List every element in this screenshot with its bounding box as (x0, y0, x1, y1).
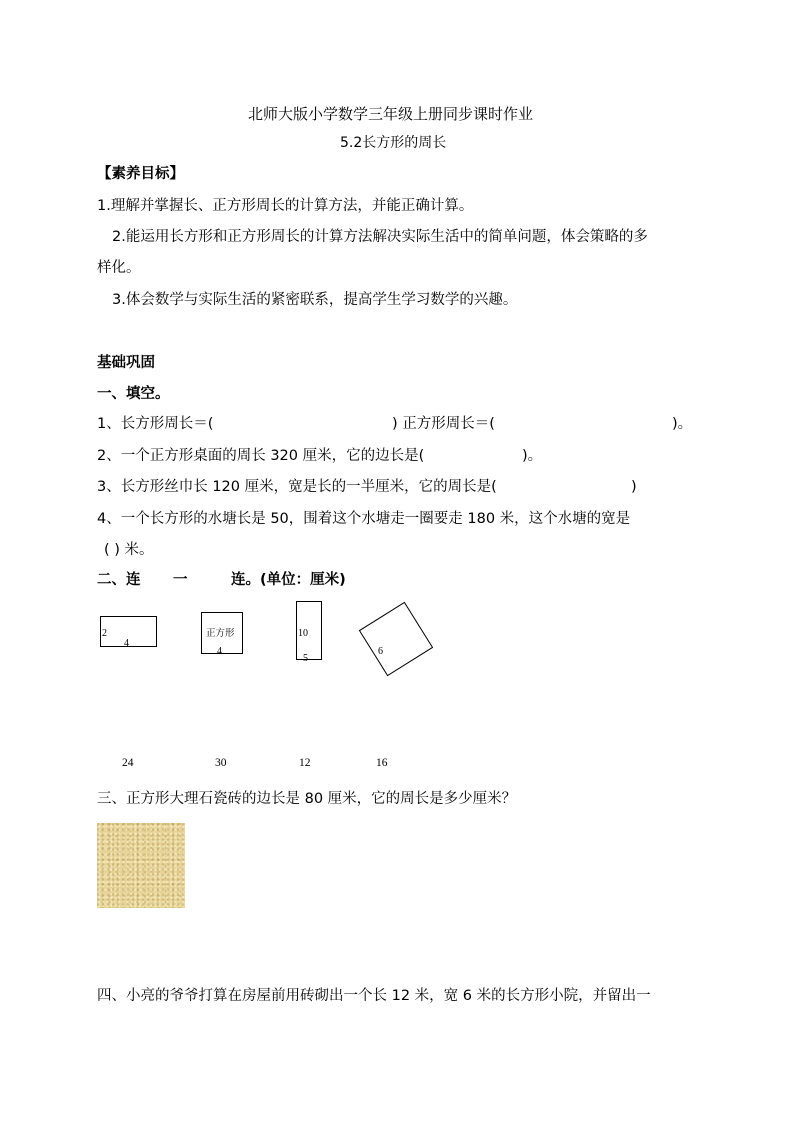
part4-question: 四、小亮的爷爷打算在房屋前用砖砌出一个长 12 米，宽 6 米的长方形小院，并留出一 (97, 988, 651, 1004)
part2-heading-c: 连。(单位：厘米) (231, 572, 346, 588)
goal-item-2-continued: 样化。 (97, 260, 141, 276)
shape-1-side-label: 2 (102, 628, 107, 639)
answer-option-24: 24 (122, 757, 134, 769)
goals-heading: 【素养目标】 (97, 166, 184, 182)
marble-tile-image (97, 823, 185, 908)
goal-item-1: 1.理解并掌握长、正方形周长的计算方法，并能正确计算。 (97, 198, 474, 214)
shape-3-bottom-label: 5 (303, 653, 308, 664)
part2-heading-b: 一 (173, 572, 188, 588)
question-3-part-a: 3、长方形丝巾长 120 厘米，宽是长的一半厘米，它的周长是( (97, 479, 497, 495)
question-1-part-a: 1、长方形周长＝( (97, 416, 214, 432)
shape-1-bottom-label: 4 (124, 638, 129, 649)
goal-item-3: 3.体会数学与实际生活的紧密联系，提高学生学习数学的兴趣。 (112, 292, 518, 308)
lesson-subtitle: 5.2长方形的周长 (340, 135, 447, 151)
question-3-part-b: ) (631, 479, 637, 495)
question-2-part-a: 2、一个正方形桌面的周长 320 厘米，它的边长是( (97, 448, 425, 464)
question-4-line-1: 4、一个长方形的水塘长是 50，围着这个水塘走一圈要走 180 米，这个水塘的宽是 (97, 511, 631, 527)
section-heading-basic: 基础巩固 (97, 355, 155, 371)
question-1-part-b: ) 正方形周长＝( (392, 416, 495, 432)
shape-2-inner-label: 正方形 (206, 628, 235, 639)
page-title: 北师大版小学数学三年级上册同步课时作业 (248, 105, 534, 123)
shape-2-bottom-label: 4 (217, 646, 222, 657)
answer-option-12: 12 (299, 757, 311, 769)
part1-heading: 一、填空。 (97, 386, 170, 402)
part3-question: 三、正方形大理石瓷砖的边长是 80 厘米，它的周长是多少厘米？ (97, 791, 517, 807)
part2-heading-a: 二、连 (97, 572, 141, 588)
shape-3-side-label: 10 (298, 628, 308, 639)
rotated-square-side-6 (359, 602, 433, 676)
question-4-line-2: ( ) 米。 (104, 542, 154, 558)
question-2-part-b: )。 (522, 448, 543, 464)
shape-4-side-label: 6 (378, 646, 383, 657)
answer-option-16: 16 (376, 757, 388, 769)
question-1-part-c: )。 (672, 416, 693, 432)
goal-item-2: 2.能运用长方形和正方形周长的计算方法解决实际生活中的简单问题，体会策略的多 (112, 229, 648, 245)
answer-option-30: 30 (215, 757, 227, 769)
